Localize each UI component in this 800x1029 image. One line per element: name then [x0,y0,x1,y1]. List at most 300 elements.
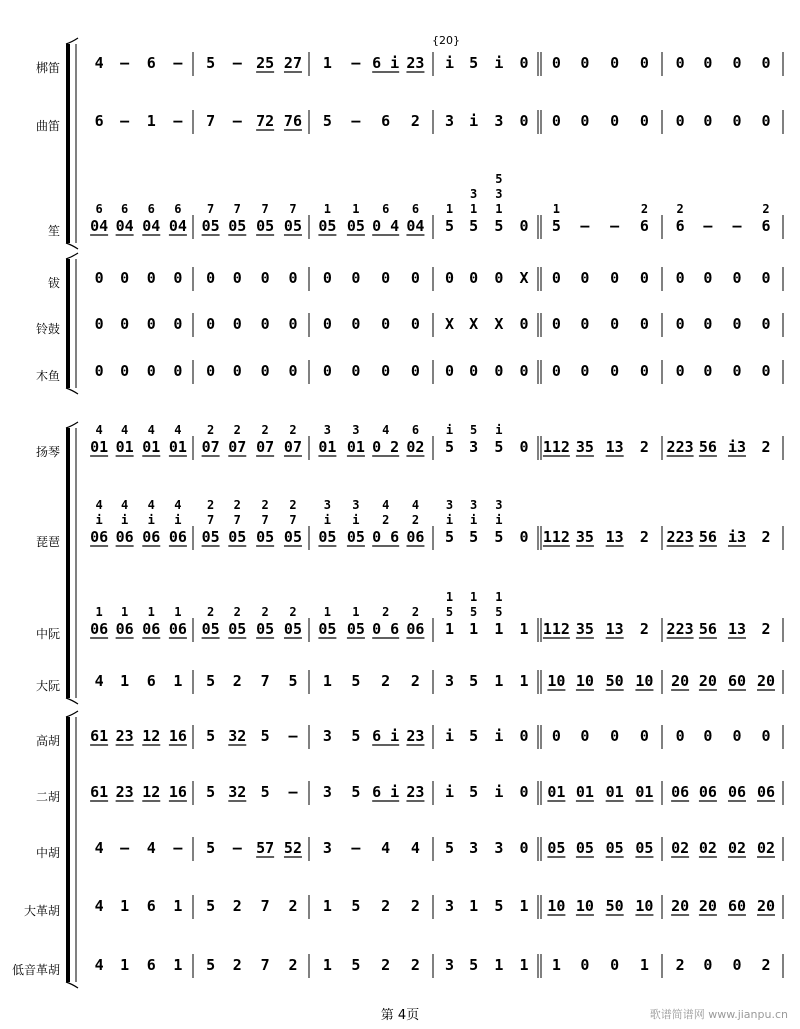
note: 223 [666,620,694,638]
note: 05 [228,620,247,638]
note: 01 [115,438,134,456]
note: 60 [727,672,747,690]
note: 07 [201,438,220,456]
chord-note: 2 [289,605,297,619]
note: X [494,315,504,333]
note: 23 [406,54,425,72]
note: 01 [346,438,365,456]
note: 2 [410,956,420,974]
chord-note: 6 [411,202,420,216]
note: 01 [575,783,594,801]
note: 06 [142,528,161,546]
chord-note: 2 [206,423,215,437]
note: 01 [318,438,337,456]
note: – [610,217,620,235]
chord-note: i [495,513,503,527]
note: 0 [410,362,420,380]
note: 05 [318,217,337,235]
note: 1 [519,897,529,915]
note: 6 [146,897,156,915]
chord-note: 7 [206,513,215,527]
note: 0 [703,362,713,380]
note: 0 [381,315,391,333]
note: 01 [605,783,624,801]
chord-note: 7 [261,513,269,527]
note: X [444,315,455,333]
chord-note: 2 [206,605,215,619]
chord-note: 7 [261,202,269,216]
note: 23 [406,727,425,745]
chord-note: 6 [95,202,103,216]
note: 4 [94,956,104,974]
chord-note: 3 [323,423,332,437]
group-bracket [66,44,70,243]
note: 5 [260,783,270,801]
note: – [120,112,130,130]
note: 6 [675,217,685,235]
note: 0 [519,315,529,333]
note: 2 [288,897,298,915]
note: 6 [146,956,156,974]
note: – [351,112,361,130]
chord-note: 1 [495,590,503,604]
chord-note: 1 [323,605,332,619]
note: 2 [381,897,391,915]
note: 05 [318,528,337,546]
note: 6 i [372,783,400,801]
note: 1 [322,672,332,690]
chord-note: 1 [95,605,103,619]
instrument-label: 扬琴 [35,445,60,459]
note: 0 [580,269,590,287]
note: 05 [605,839,624,857]
group-bracket [66,428,70,698]
note: 0 [675,112,685,130]
note: 02 [406,438,425,456]
instrument-label: 中胡 [35,846,60,860]
note: 05 [575,839,594,857]
note: 0 [410,315,420,333]
note: 0 [519,727,529,745]
note: 05 [318,620,337,638]
note: – [351,839,361,857]
chord-note: 4 [147,423,155,437]
note: 3 [444,672,455,690]
note: 0 [232,269,242,287]
note: 4 [94,672,104,690]
note: 3 [444,897,455,915]
note: 6 [639,217,649,235]
chord-note: 7 [289,513,297,527]
note: i [494,727,504,745]
note: 0 [610,727,620,745]
note: 0 [260,362,270,380]
note: 0 [580,315,590,333]
note: – [232,54,242,72]
note: 5 [351,956,361,974]
note: 1 [551,956,561,974]
note: 7 [260,956,270,974]
chord-note: 2 [411,513,420,527]
chord-note: 3 [352,498,360,512]
note: 0 6 [372,528,400,546]
note: 3 [494,112,504,130]
note: 3 [322,727,332,745]
note: 0 [288,362,298,380]
chord-note: i [445,423,454,437]
note: 1 [639,956,649,974]
note: – [232,112,242,130]
note: 0 [551,727,561,745]
note: 0 [519,217,529,235]
note: 05 [635,839,654,857]
note: 5 [288,672,298,690]
bracket-hook [66,388,78,394]
note: i [469,112,479,130]
note: 0 [703,956,713,974]
instrument-label: 钹 [47,276,60,290]
note: 6 [146,672,156,690]
note: 6 [94,112,104,130]
note: – [288,783,298,801]
chord-note: 2 [206,498,215,512]
note: 0 [580,362,590,380]
chord-note: 1 [121,605,129,619]
note: i3 [727,438,747,456]
note: 112 [542,620,570,638]
chord-note: 4 [95,423,103,437]
note: 5 [444,217,455,235]
note: 0 [173,362,183,380]
note: 13 [605,620,624,638]
chord-note: 6 [174,202,182,216]
note: 2 [639,438,649,456]
note: 223 [666,438,694,456]
note: 35 [575,438,594,456]
note: – [173,839,183,857]
chord-note: 6 [411,423,420,437]
note: 4 [94,839,104,857]
note: 72 [256,112,275,130]
note: 5 [469,783,479,801]
note: 0 [703,112,713,130]
note: 05 [547,839,566,857]
chord-note: 1 [147,605,155,619]
note: 0 [761,727,771,745]
note: 25 [256,54,275,72]
note: 07 [228,438,247,456]
note: 2 [381,956,391,974]
note: 07 [256,438,275,456]
note: 5 [206,783,216,801]
chord-note: i [174,513,182,527]
note: 10 [635,897,654,915]
note: 02 [727,839,747,857]
note: 12 [142,727,161,745]
note: 2 [761,620,771,638]
note: 0 [551,269,561,287]
note: 5 [551,217,561,235]
instrument-label: 铃鼓 [35,322,60,336]
note: 0 [381,269,391,287]
note: 1 [444,620,455,638]
note: 0 [260,269,270,287]
note: 2 [761,528,771,546]
note: 0 [610,269,620,287]
page-number: 第 4页 [380,1008,420,1023]
note: 0 [732,727,742,745]
note: 0 [444,269,455,287]
note: 223 [666,528,694,546]
note: 05 [256,217,275,235]
note: 0 [675,54,685,72]
note: 6 [761,217,771,235]
note: 0 [469,269,479,287]
note: 2 [381,672,391,690]
chord-note: 1 [495,202,503,216]
chord-note: i [95,513,103,527]
note: 4 [94,54,104,72]
note: 0 [173,269,183,287]
note: 06 [168,620,187,638]
note: 05 [201,217,220,235]
note: 0 [94,362,104,380]
note: 20 [671,897,690,915]
note: 05 [346,528,365,546]
note: 23 [115,783,134,801]
note: 0 [551,112,561,130]
note: 3 [444,956,455,974]
note: 0 [703,727,713,745]
note: 0 [732,315,742,333]
note: 2 [232,672,242,690]
note: 10 [575,897,594,915]
instrument-label: 琵琶 [35,535,60,549]
chord-note: 2 [640,202,649,216]
note: 0 [120,362,130,380]
note: 0 6 [372,620,400,638]
note: 16 [168,783,187,801]
note: i [444,54,455,72]
note: 05 [256,620,275,638]
note: 0 [703,315,713,333]
note: 112 [542,528,570,546]
note: 0 [703,269,713,287]
note: 0 [610,956,620,974]
chord-note: 3 [323,498,332,512]
note: 7 [206,112,216,130]
note: 5 [351,672,361,690]
chord-note: 2 [261,423,269,437]
note: 0 [94,269,104,287]
note: 06 [727,783,747,801]
note: 1 [322,897,332,915]
note: 5 [206,672,216,690]
chord-note: 1 [470,202,478,216]
chord-note: 2 [762,202,770,216]
note: 16 [168,727,187,745]
note: 35 [575,528,594,546]
note: 0 [146,315,156,333]
note: 0 [610,112,620,130]
note: 6 i [372,727,400,745]
note: 3 [444,112,455,130]
note: 0 [639,315,649,333]
note: 76 [283,112,302,130]
note: 0 [351,315,361,333]
note: 10 [635,672,654,690]
note: 5 [469,672,479,690]
chord-note: 3 [470,498,478,512]
note: 1 [120,672,130,690]
chord-note: 1 [352,605,360,619]
note: 5 [351,727,361,745]
note: 1 [519,956,529,974]
note: 0 [732,269,742,287]
chord-note: 2 [261,605,269,619]
note: – [232,839,242,857]
instrument-label: 低音革胡 [11,963,60,977]
note: 5 [494,438,504,456]
note: – [351,54,361,72]
note: 05 [346,620,365,638]
note: 0 [519,783,529,801]
note: 10 [547,672,566,690]
note: 2 [288,956,298,974]
instrument-label: 大革胡 [23,904,60,918]
note: 01 [547,783,566,801]
note: 0 [675,727,685,745]
chord-note: 4 [411,498,420,512]
bracket-hook [66,253,78,259]
note: 0 [232,362,242,380]
note: 0 [639,54,649,72]
note: 0 [519,438,529,456]
note: i [444,783,455,801]
note: 0 [173,315,183,333]
note: 5 [206,54,216,72]
chord-note: 4 [174,498,182,512]
note: 2 [410,897,420,915]
note: 0 [639,362,649,380]
note: 2 [761,438,771,456]
note: 5 [444,528,455,546]
note: 01 [90,438,109,456]
chord-note: 1 [445,590,454,604]
note: 0 [580,727,590,745]
note: i [494,783,504,801]
chord-note: 2 [289,498,297,512]
note: 6 [381,112,391,130]
chord-note: i [470,513,478,527]
note: 0 [761,315,771,333]
note: 0 [519,54,529,72]
note: 0 [639,727,649,745]
rehearsal-mark: {20} [432,34,460,47]
note: 5 [494,217,504,235]
bracket-hook [66,982,78,988]
note: 5 [469,727,479,745]
note: 2 [232,956,242,974]
note: 0 [322,269,332,287]
chord-note: 4 [174,423,182,437]
chord-note: 3 [352,423,360,437]
note: 06 [90,528,109,546]
note: 1 [519,672,529,690]
note: 5 [206,956,216,974]
note: 0 [675,362,685,380]
note: 20 [671,672,690,690]
note: 0 [551,315,561,333]
note: 05 [256,528,275,546]
note: i3 [727,528,747,546]
note: 05 [201,620,220,638]
note: 7 [260,897,270,915]
note: 56 [698,528,717,546]
chord-note: i [147,513,155,527]
bracket-hook [66,711,78,717]
note: 5 [206,897,216,915]
instrument-label: 高胡 [35,734,60,748]
note: 50 [605,897,624,915]
note: 1 [322,956,332,974]
watermark: 歌谱简谱网 www.jianpu.cn [649,1008,788,1021]
note: 0 [639,269,649,287]
bracket-hook [66,422,78,428]
chord-note: 5 [470,605,478,619]
instrument-label: 二胡 [35,790,60,804]
note: 0 [146,269,156,287]
chord-note: 7 [206,202,215,216]
note: 0 [675,315,685,333]
note: 02 [671,839,690,857]
note: 6 [146,54,156,72]
chord-note: 2 [233,605,241,619]
note: 05 [283,528,302,546]
note: 0 [761,112,771,130]
bracket-hook [66,698,78,704]
note: 06 [698,783,717,801]
note: 0 [206,362,216,380]
chord-note: 3 [470,187,478,201]
note: 0 [732,956,742,974]
note: 61 [90,727,109,745]
note: X [519,269,529,287]
instrument-label: 木鱼 [35,369,60,383]
note: 1 [173,897,183,915]
note: 2 [410,672,420,690]
note: 112 [542,438,570,456]
note: 56 [698,438,717,456]
note: 5 [494,528,504,546]
note: 0 [610,315,620,333]
instrument-label: 中阮 [35,627,60,641]
note: 0 [469,362,479,380]
note: 0 [580,956,590,974]
note: 32 [228,727,247,745]
note: 06 [115,528,134,546]
note: 1 [494,620,504,638]
chord-note: i [445,513,454,527]
note: 32 [228,783,247,801]
note: – [173,112,183,130]
note: 0 [381,362,391,380]
chord-note: 1 [323,202,332,216]
note: 0 4 [372,217,400,235]
note: i [494,54,504,72]
note: 0 [444,362,455,380]
chord-note: 2 [676,202,684,216]
